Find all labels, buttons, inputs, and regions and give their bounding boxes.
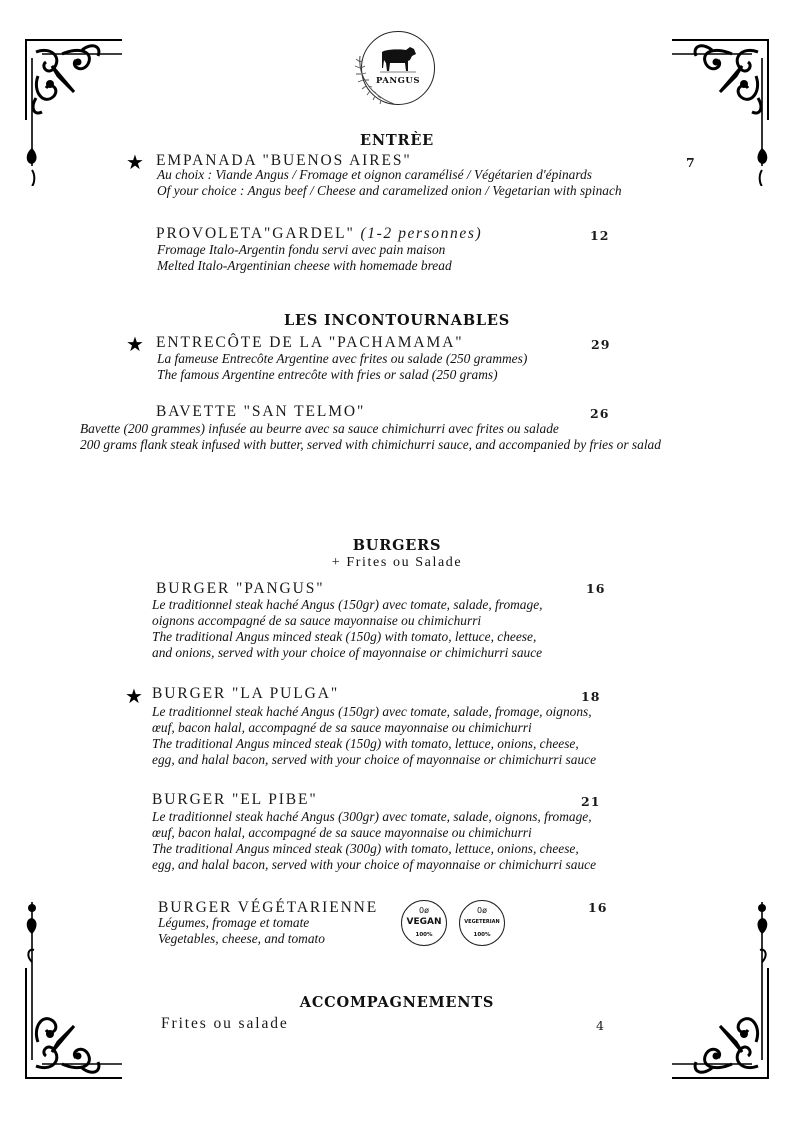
section-title-entree: ENTRÈE (359, 132, 435, 149)
logo-brand-text: PANGUS (376, 76, 420, 86)
item-description-line: Légumes, fromage et tomate (158, 915, 310, 930)
ornament-corner-top-right-icon (662, 36, 772, 186)
item-price: 21 (581, 794, 601, 809)
item-description-en: Of your choice : Angus beef / Cheese and caramelized onion / Vegetarian with spinach (157, 183, 622, 198)
item-description-line: The traditional Angus minced steak (150g) with tomato, lettuce, onions, cheese, (152, 736, 579, 751)
ornament-corner-bottom-right-icon (662, 902, 772, 1082)
badge-percent: 100% (415, 932, 433, 938)
leaf-icon: 0ø (419, 906, 429, 915)
vegetarian-badge (459, 900, 505, 946)
badge-label: VEGETERIAN (464, 919, 500, 925)
item-price: 29 (591, 337, 611, 352)
item-description-line: egg, and halal bacon, served with your choice of mayonnaise or chimichurri sauce (152, 857, 597, 872)
item-price: 18 (581, 689, 601, 704)
item-description-line: Le traditionnel steak haché Angus (300gr) avec tomate, salade, oignons, fromage, (152, 809, 592, 824)
leaf-icon: 0ø (477, 906, 487, 915)
item-price: 7 (686, 155, 696, 170)
item-name: BAVETTE "SAN TELMO" (156, 403, 366, 420)
item-price: 12 (590, 228, 610, 243)
item-description-line: Vegetables, cheese, and tomato (158, 931, 325, 946)
item-description-line: and onions, served with your choice of mayonnaise or chimichurri sauce (152, 645, 543, 660)
item-description-line: Le traditionnel steak haché Angus (150gr) avec tomate, salade, fromage, oignons, (152, 704, 592, 719)
item-price: 26 (590, 406, 610, 421)
item-description-en: The famous Argentine entrecôte with fries or salad (250 grams) (157, 367, 498, 382)
badge-percent: 100% (473, 932, 491, 938)
item-description-line: œuf, bacon halal, accompagné de sa sauce mayonnaise ou chimichurri (152, 720, 532, 735)
item-description-line: Le traditionnel steak haché Angus (150gr) avec tomate, salade, fromage, (152, 597, 543, 612)
item-description-line: The traditional Angus minced steak (300g) with tomato, lettuce, onions, cheese, (152, 841, 579, 856)
item-description-line: œuf, bacon halal, accompagné de sa sauce mayonnaise ou chimichurri (152, 825, 532, 840)
item-name: BURGER "PANGUS" (156, 580, 325, 597)
item-description-line: The traditional Angus minced steak (150g) with tomato, lettuce, cheese, (152, 629, 537, 644)
item-description-en: 200 grams flank steak infused with butter, served with chimichurri sauce, and accompanied by fries or salad (80, 437, 661, 452)
item-name (156, 225, 482, 243)
item-name: Frites ou salade (161, 1015, 289, 1032)
item-name-serving: (1-2 personnes) (360, 225, 483, 242)
item-price: 16 (588, 900, 608, 915)
item-description-fr: Fromage Italo-Argentin fondu servi avec pain maison (157, 242, 446, 257)
vegan-badge (401, 900, 447, 946)
section-title-accompagnements: ACCOMPAGNEMENTS (299, 994, 495, 1011)
ornament-corner-bottom-left-icon (22, 902, 132, 1082)
section-title-incontournables: LES INCONTOURNABLES (283, 312, 511, 329)
badge-label: VEGAN (406, 917, 442, 927)
item-name: ENTRECÔTE DE LA "PACHAMAMA" (156, 334, 464, 351)
item-description-fr: La fameuse Entrecôte Argentine avec frites ou salade (250 grammes) (157, 351, 528, 366)
item-name: BURGER VÉGÉTARIENNE (158, 899, 379, 916)
item-description-fr: Au choix : Viande Angus / Fromage et oignon caramélisé / Végétarien d'épinards (157, 167, 592, 182)
item-description-line: egg, and halal bacon, served with your choice of mayonnaise or chimichurri sauce (152, 752, 597, 767)
section-title-burgers: BURGERS (352, 537, 442, 554)
laurel-icon (354, 52, 398, 108)
restaurant-logo (361, 31, 435, 105)
item-price: 4 (596, 1018, 605, 1033)
item-description-fr: Bavette (200 grammes) infusée au beurre avec sa sauce chimichurri avec frites ou salade (80, 421, 559, 436)
section-subtitle: + Frites ou Salade (331, 555, 463, 570)
item-description-en: Melted Italo-Argentinian cheese with homemade bread (157, 258, 452, 273)
star-icon: ★ (126, 332, 144, 356)
item-name: EMPANADA "BUENOS AIRES" (156, 152, 412, 169)
item-name: BURGER "EL PIBE" (152, 791, 318, 808)
star-icon: ★ (126, 150, 144, 174)
item-description-line: oignons accompagné de sa sauce mayonnaise ou chimichurri (152, 613, 482, 628)
item-name-main: PROVOLETA"GARDEL" (156, 225, 355, 242)
star-icon: ★ (125, 684, 143, 708)
ornament-corner-top-left-icon (22, 36, 132, 186)
item-name: BURGER "LA PULGA" (152, 685, 340, 702)
item-price: 16 (586, 581, 606, 596)
